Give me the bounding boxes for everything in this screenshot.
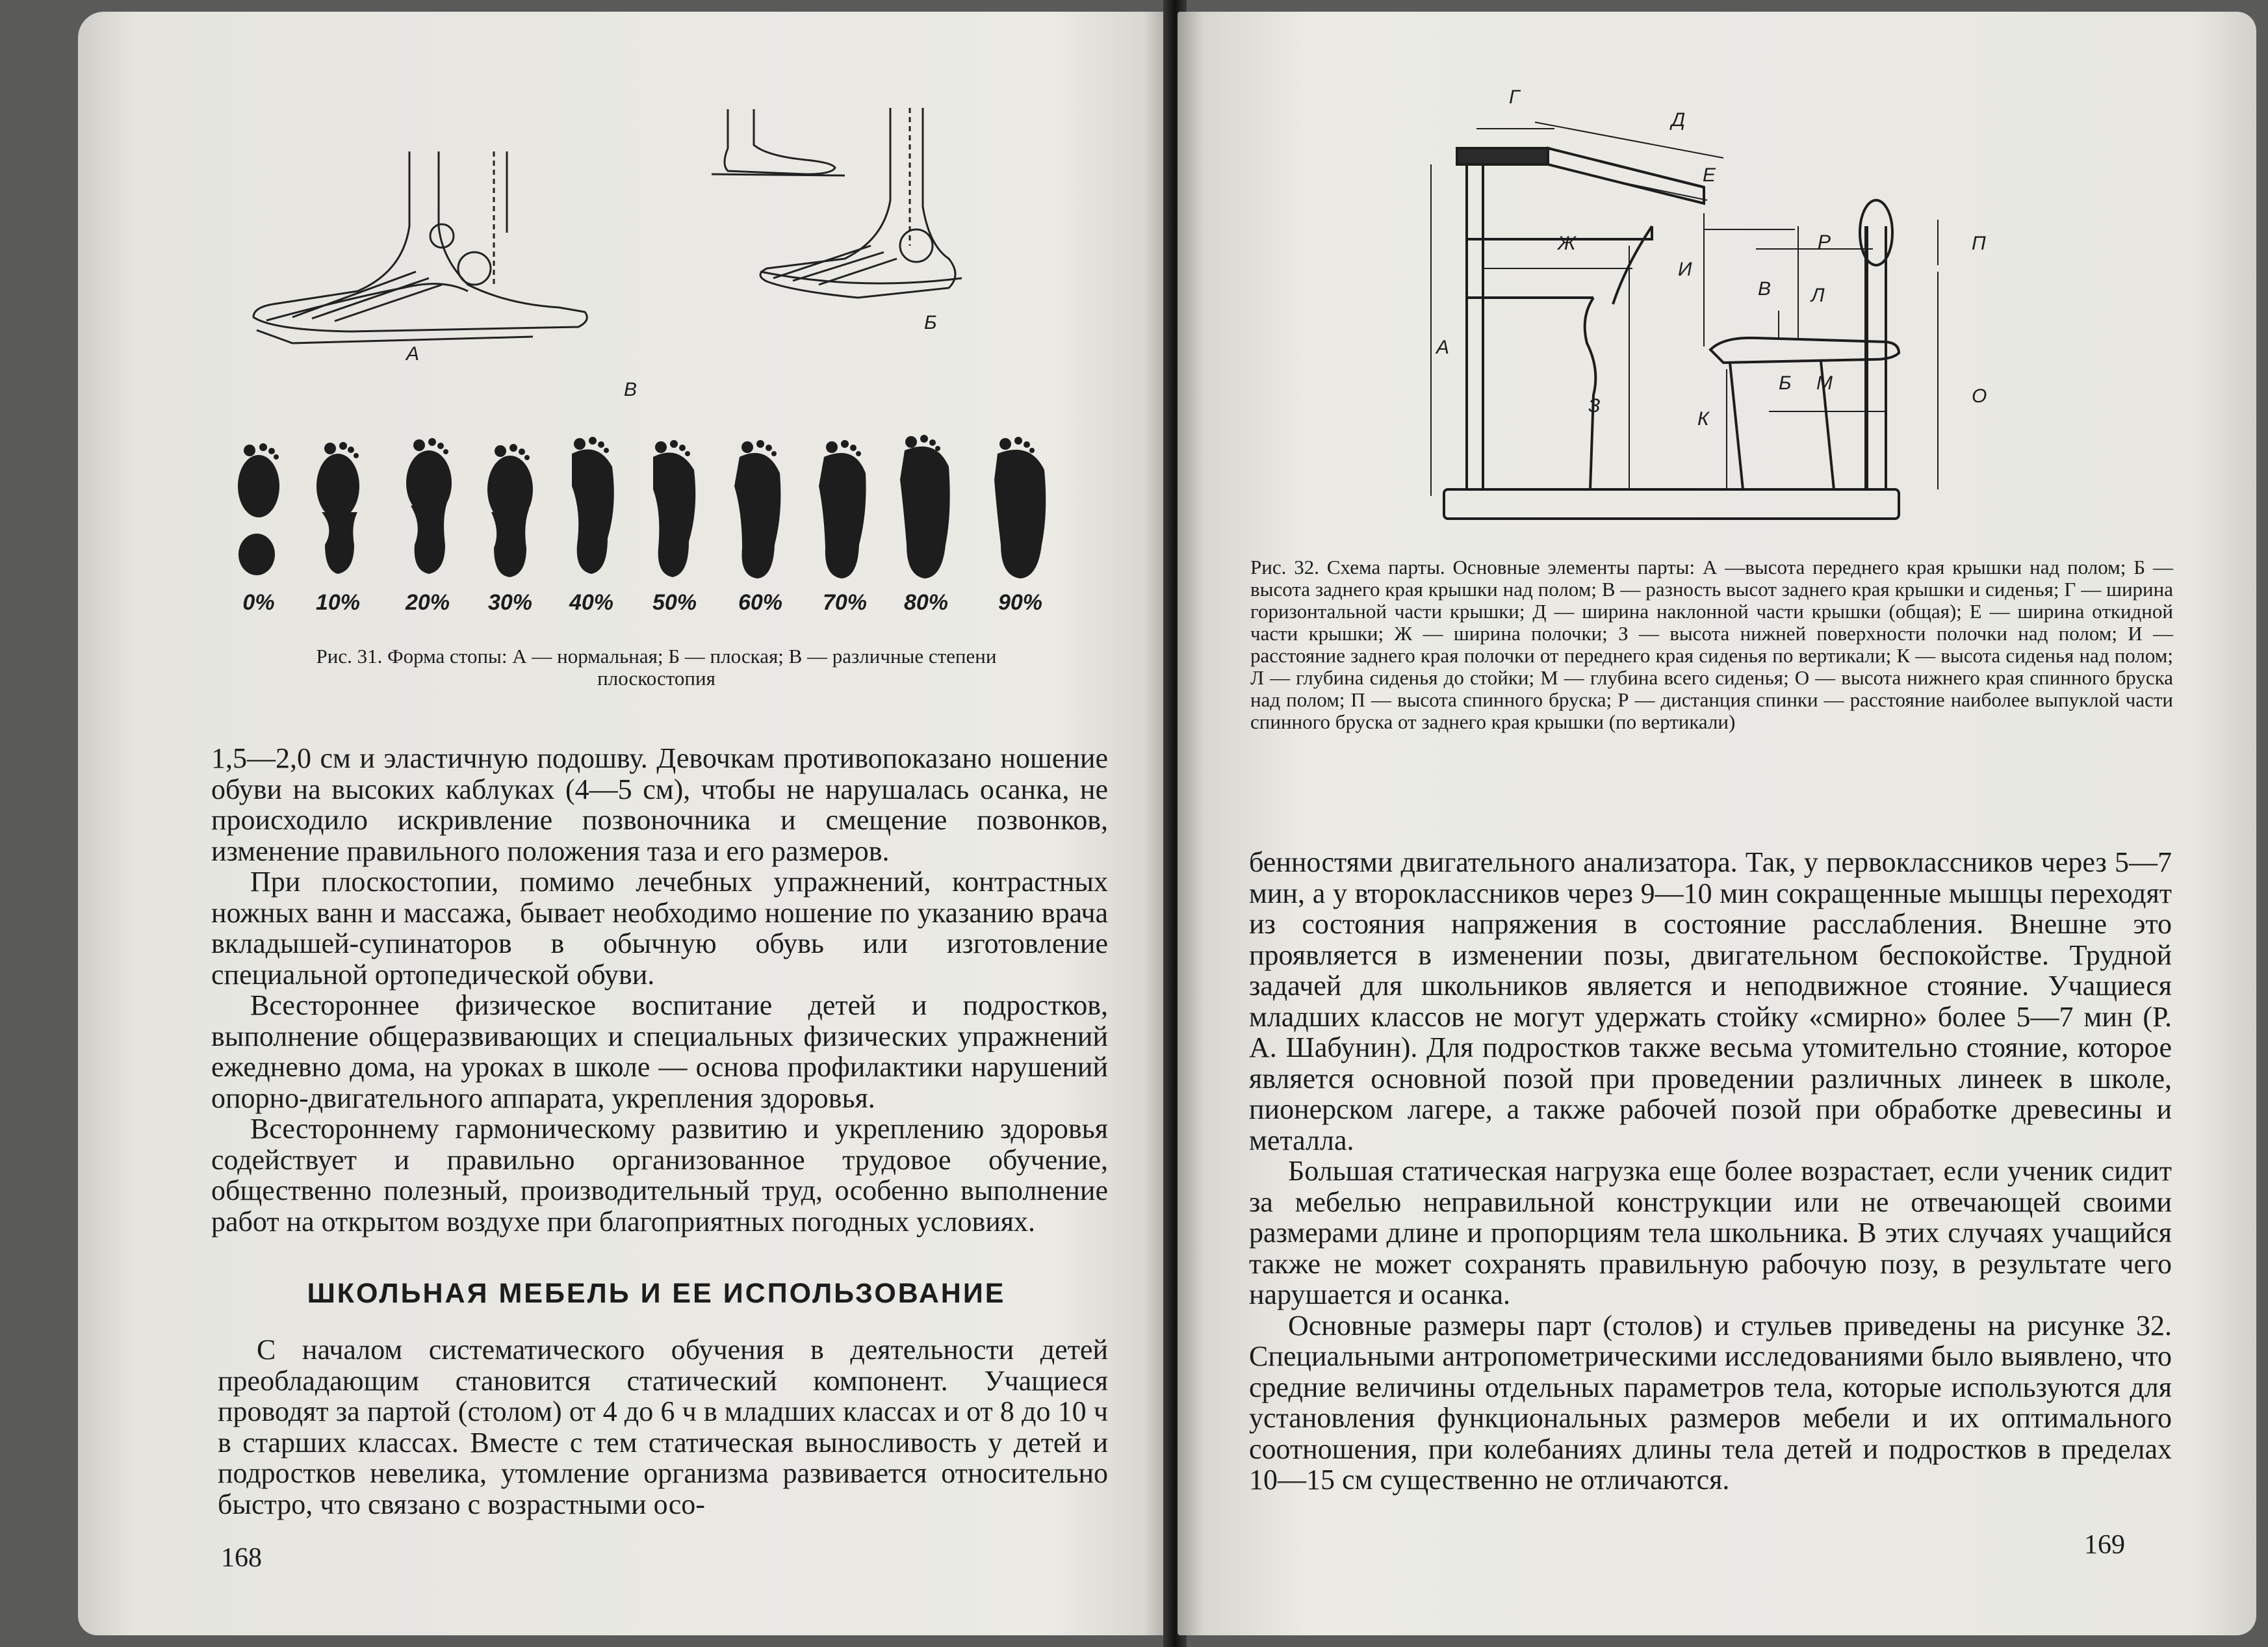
left-page-body	[211, 743, 1108, 1237]
diagram-label-r: Р	[1818, 231, 1831, 253]
footprint-label-80: 80%	[903, 590, 949, 615]
diagram-label-k: К	[1697, 408, 1709, 430]
diagram-label-m: М	[1816, 372, 1833, 394]
footprint-label-60: 60%	[738, 590, 783, 615]
figure-31-footprints	[78, 415, 988, 584]
footprint-label-70: 70%	[822, 590, 868, 615]
paragraph-4: Всестороннему гармоническому развитию и укреплению здоровья содействует и правильно организованное трудовое обучение, общественно полезный, производительный труд, особенно выполнение работ на открытом воздухе при благоприятных погодных условиях.	[211, 1113, 1108, 1238]
figure-31-caption	[208, 645, 1105, 690]
figure-31-label-v: В	[624, 379, 638, 400]
footprint-label-10: 10%	[315, 590, 361, 615]
diagram-label-i: И	[1678, 259, 1692, 280]
section-heading: ШКОЛЬНАЯ МЕБЕЛЬ И ЕЕ ИСПОЛЬЗОВАНИЕ	[307, 1278, 1006, 1309]
footprint-label-30: 30%	[487, 590, 533, 615]
page-number-right: 169	[2084, 1530, 2125, 1560]
diagram-label-a: А	[1436, 337, 1450, 358]
diagram-label-e: Е	[1703, 164, 1716, 186]
footprint-label-90: 90%	[998, 590, 1043, 615]
diagram-label-b: Б	[1779, 372, 1792, 394]
paragraph-r2: Большая статическая нагрузка еще более возрастает, если ученик сидит за мебелью неправильной конструкции или не отвечающей своими размерами длине и пропорциям тела школьника. В этих случаях учащийся также не может сохранять правильную рабочую позу, в результате чего нарушается и осанка.	[1249, 1155, 2172, 1310]
diagram-label-v: В	[1758, 278, 1772, 300]
right-page-body	[1249, 847, 2172, 1496]
figure-32-desk-diagram	[1418, 96, 2133, 564]
diagram-label-zh: Ж	[1558, 233, 1576, 254]
figure-31-label-b: Б	[924, 312, 937, 333]
left-page	[78, 12, 1170, 1635]
right-page	[1178, 12, 2256, 1635]
diagram-label-o: О	[1972, 385, 1987, 407]
paragraph-1: 1,5—2,0 см и эластичную подошву. Девочкам противопоказано ношение обуви на высоких каблуках (4—5 см), чтобы не нарушалась осанка, не происходило искривление позвоночника и смещение позвонков, изменение правильного положения таза и его размеров.	[211, 742, 1108, 867]
footprint-label-0: 0%	[242, 590, 275, 615]
page-number-left: 168	[221, 1543, 262, 1573]
section-body	[218, 1334, 1108, 1520]
paragraph-r1: бенностями двигательного анализатора. Так, у первоклассников через 5—7 мин, а у второклассников через 9—10 мин сокращенные мышцы переходят из состояния напряжения в состояние расслабления. Внешне это проявляется в изменении позы, двигательном беспокойстве. Трудной задачей для школьников является и неподвижное стояние. Учащиеся младших классов не могут удержать стойку «смирно» более 5—7 мин (Р. А. Шабунин). Для подростков также весьма утомительно стояние, которое является основной позой при проведении различных линеек в школе, пионерском лагере, а также рабочей позой при обработке древесины и металла.	[1249, 846, 2172, 1156]
figure-31-caption-line2: плоскостопия	[597, 667, 715, 690]
figure-32-caption: Рис. 32. Схема парты. Основные элементы парты: А —высота переднего края крышки над полом; Б — высота заднего края крышки над полом; В — разность высот заднего края крышки и сиденья; Г — ширина горизонтальной части крышки; Д — ширина наклонной части крышки (общая); Е — ширина откидной части крышки; Ж — ширина полочки; З — высота нижней поверхности полочки над полом; И — расстояние заднего края полочки от переднего края сиденья по вертикали; К — высота сиденья над полом; Л — глубина сиденья до стойки; М — глубина всего сиденья; О — высота нижнего края спинного бруска над полом; П — высота спинного бруска; Р — дистанция спинки — расстояние наиболее выпуклой части спинного бруска от заднего края крышки (по вертикали)	[1250, 556, 2173, 733]
section-paragraph: С началом систематического обучения в деятельности детей преобладающим становится статический компонент. Учащиеся проводят за партой (столом) от 4 до 6 ч в младших классах и от 8 до 10 ч в старших классах. Вместе с тем статическая выносливость у детей и подростков невелика, утомление организма развивается относительно быстро, что связано с возрастными осо-	[218, 1334, 1108, 1520]
diagram-label-p: П	[1972, 233, 1986, 254]
figure-31-label-a: А	[406, 343, 420, 365]
figure-31-foot-drawings	[78, 12, 988, 311]
paragraph-3: Всестороннее физическое воспитание детей и подростков, выполнение общеразвивающих и специальных физических упражнений ежедневно дома, на уроках в школе — основа профилактики нарушений опорно-двигательного аппарата, укрепления здоровья.	[211, 989, 1108, 1114]
footprint-90	[991, 415, 1069, 584]
diagram-label-z: З	[1588, 395, 1601, 417]
footprint-label-20: 20%	[405, 590, 450, 615]
diagram-label-g: Г	[1509, 86, 1520, 108]
footprint-label-40: 40%	[569, 590, 614, 615]
paragraph-r3: Основные размеры парт (столов) и стульев приведены на рисунке 32. Специальными антропометрическими исследованиями было выявлено, что средние величины отдельных параметров тела, которые используются для установления функциональных размеров мебели и их оптимального соотношения, при колебаниях длины тела детей и подростков в пределах 10—15 см существенно не отличаются.	[1249, 1309, 2172, 1496]
diagram-label-l: Л	[1811, 285, 1825, 306]
figure-31-caption-line1: Рис. 31. Форма стопы: А — нормальная; Б — плоская; В — различные степени	[316, 645, 997, 668]
footprint-label-50: 50%	[652, 590, 697, 615]
paragraph-2: При плоскостопии, помимо лечебных упражнений, контрастных ножных ванн и массажа, бывает необходимо ношение по указанию врача вкладышей-супинаторов в обычную обувь или изготовление специальной ортопедической обуви.	[211, 866, 1108, 991]
diagram-label-d: Д	[1671, 109, 1686, 131]
